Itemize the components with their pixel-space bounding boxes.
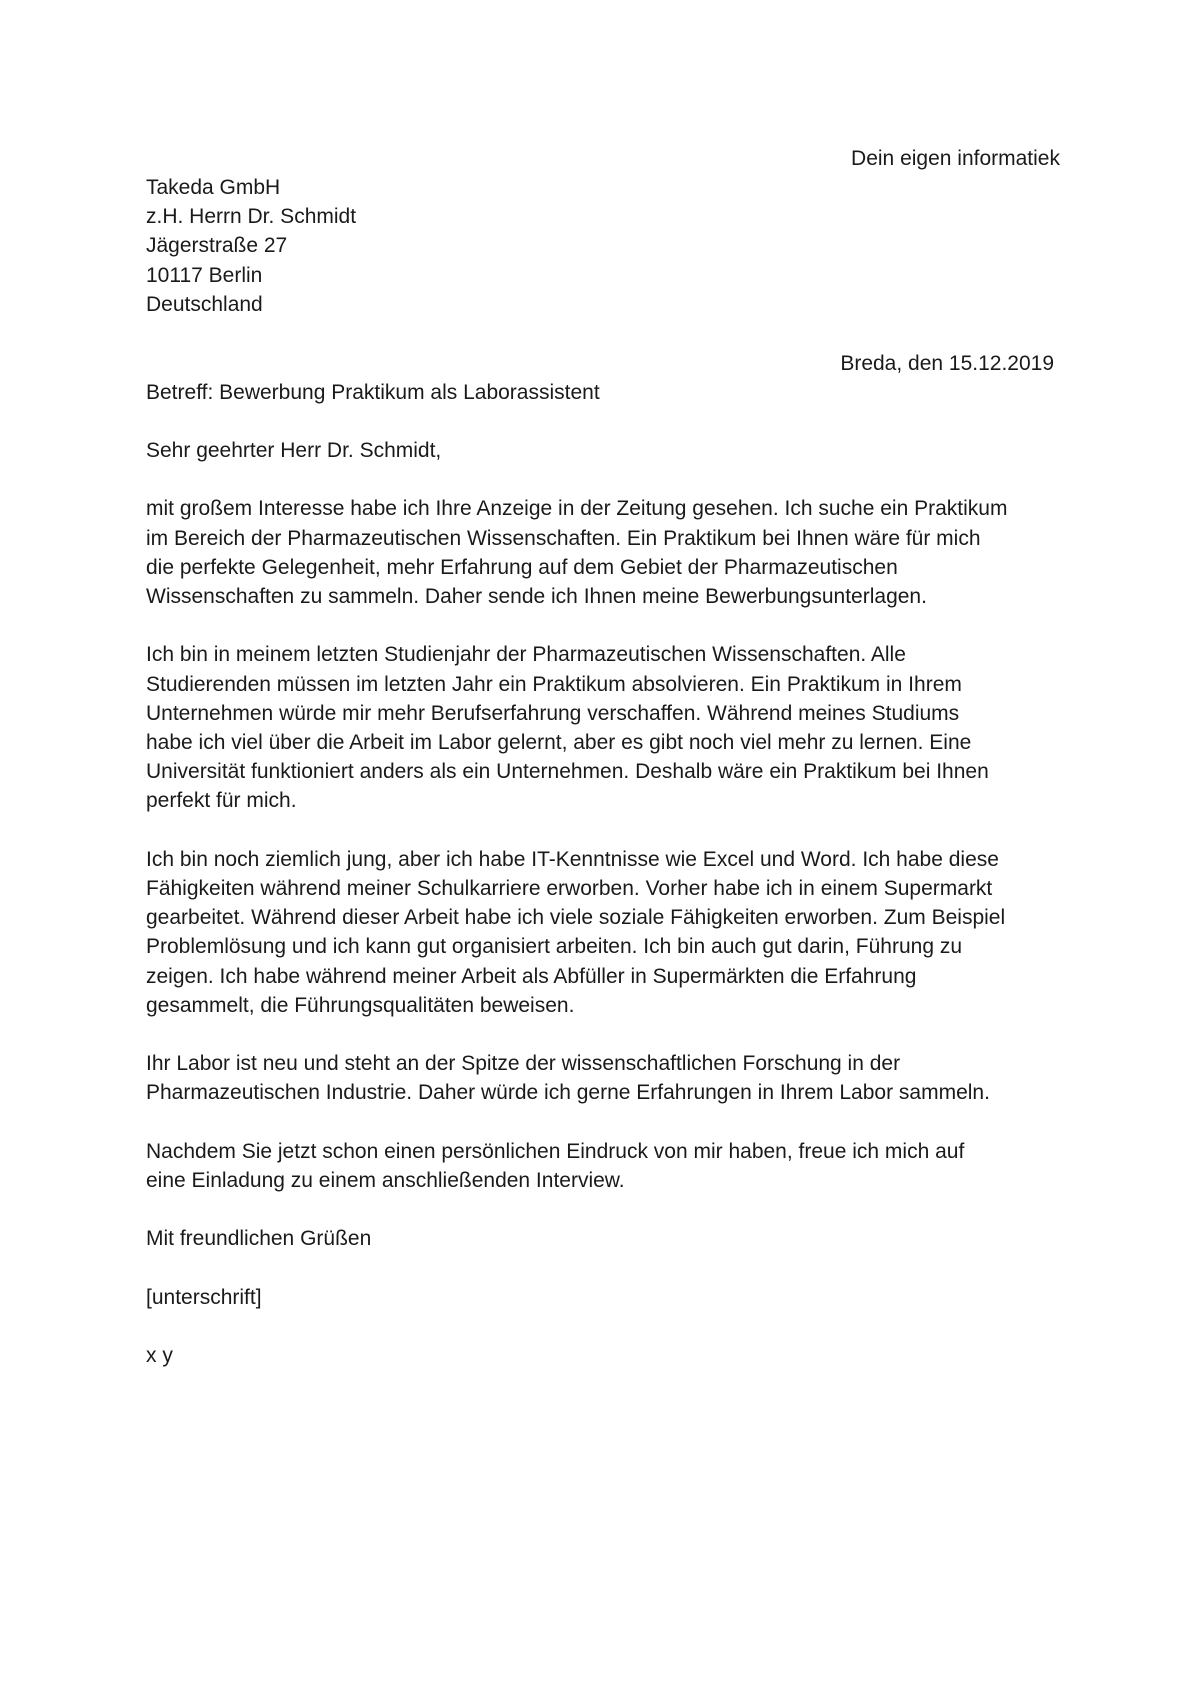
paragraph-4: [146, 1049, 1066, 1107]
recipient-street: Jägerstraße 27: [146, 234, 288, 258]
paragraph-line: Ihr Labor ist neu und steht an der Spitze der wissenschaftlichen Forschung in der: [146, 1052, 901, 1076]
recipient-city: 10117 Berlin: [146, 263, 263, 287]
paragraph-1: [146, 494, 1066, 611]
paragraph-line: Pharmazeutischen Industrie. Daher würde ich gerne Erfahrungen in Ihrem Labor sammeln.: [146, 1081, 990, 1105]
paragraph-line: gesammelt, die Führungsqualitäten beweisen.: [146, 993, 575, 1017]
recipient-company: Takeda GmbH: [146, 176, 281, 199]
salutation: Sehr geehrter Herr Dr. Schmidt,: [146, 439, 442, 462]
paragraph-3: [146, 845, 1066, 1020]
paragraph-line: Nachdem Sie jetzt schon einen persönlichen Eindruck von mir haben, freue ich mich auf: [146, 1139, 965, 1163]
letter-subject: Betreff: Bewerbung Praktikum als Laborassistent: [146, 381, 600, 404]
paragraph-line: eine Einladung zu einem anschließenden Interview.: [146, 1169, 625, 1192]
paragraph-line: habe ich viel über die Arbeit im Labor gelernt, aber es gibt noch viel mehr zu lernen. Eine: [146, 731, 972, 754]
paragraph-line: Wissenschaften zu sammeln. Daher sende ich Ihnen meine Bewerbungsunterlagen.: [146, 585, 927, 608]
paragraph-line: Fähigkeiten während meiner Schulkarriere erworben. Vorher habe ich in einem Supermarkt: [146, 877, 993, 900]
letter-body: [146, 436, 1066, 1400]
paragraph-line: gearbeitet. Während dieser Arbeit habe ich viele soziale Fähigkeiten erworben. Zum Beispiel: [146, 906, 1006, 930]
paragraph-line: Studierenden müssen im letzten Jahr ein Praktikum absolvieren. Ein Praktikum in Ihrem: [146, 672, 962, 696]
paragraph-line: Ich bin noch ziemlich jung, aber ich habe IT-Kenntnisse wie Excel und Word. Ich habe diese: [146, 847, 999, 871]
recipient-address: [146, 173, 356, 319]
letter-date: Breda, den 15.12.2019: [840, 352, 1054, 375]
recipient-attention: z.H. Herrn Dr. Schmidt: [146, 205, 357, 229]
paragraph-line: perfekt für mich.: [146, 789, 297, 813]
paragraph-line: Ich bin in meinem letzten Studienjahr der Pharmazeutischen Wissenschaften. Alle: [146, 643, 906, 667]
signature-placeholder: [unterschrift]: [146, 1285, 262, 1309]
paragraph-line: Universität funktioniert anders als ein Unternehmen. Deshalb wäre ein Praktikum bei Ihnen: [146, 760, 989, 784]
paragraph-line: Unternehmen würde mir mehr Berufserfahrung verschaffen. Während meines Studiums: [146, 701, 960, 725]
recipient-country: Deutschland: [146, 292, 263, 316]
paragraph-line: zeigen. Ich habe während meiner Arbeit als Abfüller in Supermärkten die Erfahrung: [146, 964, 917, 988]
closing: Mit freundlichen Grüßen: [146, 1227, 372, 1251]
paragraph-line: mit großem Interesse habe ich Ihre Anzeige in der Zeitung gesehen. Ich suche ein Praktikum: [146, 497, 1008, 521]
sender-line: Dein eigen informatiek: [851, 147, 1060, 170]
paragraph-line: die perfekte Gelegenheit, mehr Erfahrung auf dem Gebiet der Pharmazeutischen: [146, 555, 898, 579]
paragraph-5: [146, 1137, 1066, 1195]
sender-name: x y: [146, 1344, 173, 1368]
paragraph-line: Problemlösung und ich kann gut organisiert arbeiten. Ich bin auch gut darin, Führung zu: [146, 935, 963, 959]
paragraph-2: [146, 640, 1066, 815]
paragraph-line: im Bereich der Pharmazeutischen Wissenschaften. Ein Praktikum bei Ihnen wäre für mich: [146, 526, 981, 550]
